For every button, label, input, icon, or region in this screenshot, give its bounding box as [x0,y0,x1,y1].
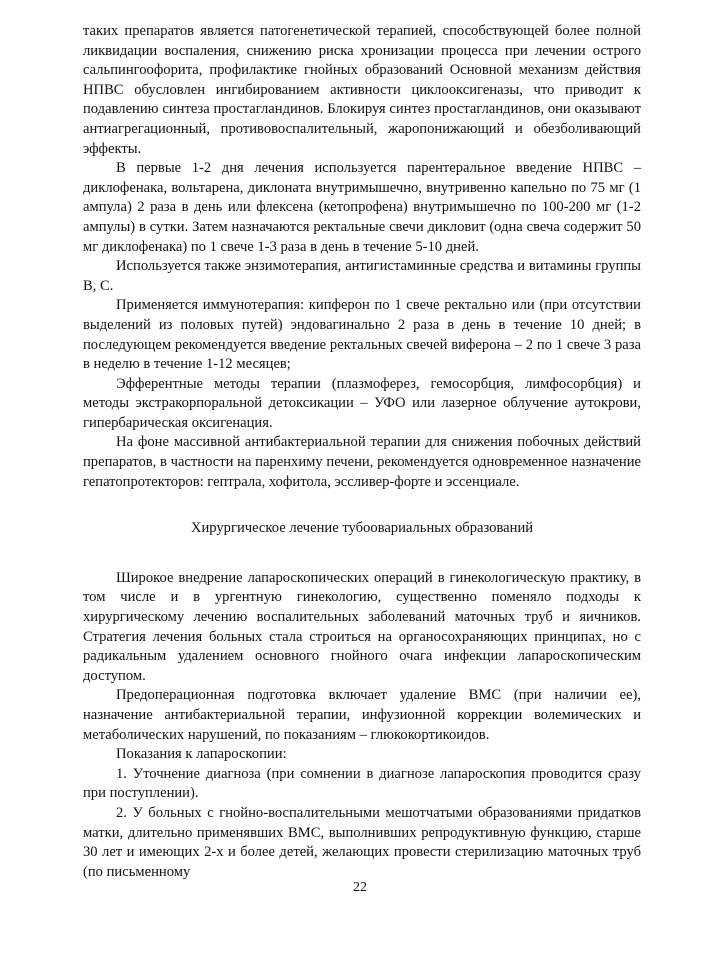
paragraph: Показания к лапароскопии: [116,746,287,763]
paragraph: Применяется иммунотерапия: кипферон по 1 свече ректально или (при отсутствии выделений из половых путей) эндовагинально 2 раза в день в течение 10 дней; в последующем рекомендуется введение ректальных свечей виферона – 2 по 1 свече 3 раза в неделю в течение 1-12 месяцев; [83,297,641,373]
paragraphs-after [83,569,641,883]
paragraph: На фоне массивной антибактериальной терапии для снижения побочных действий препаратов, в частности на паренхиму печени, рекомендуется одновременное назначение гепатопротекторов: гептрала, хофитола, эссливер-форте и эссенциале. [83,434,641,490]
paragraph: В первые 1-2 дня лечения используется парентеральное введение НПВС – диклофенака, вольтарена, диклоната внутримышечно, внутривенно капельно по 75 мг (1 ампула) 2 раза в день или флексена (кетопрофена) внутримышечно по 100-200 мг (1-2 ампулы) в сутки. Затем назначаются ректальные свечи дикловит (одна свеча содержит 50 мг диклофенака) по 1 свече 1-3 раза в день в течение 5-10 дней. [83,160,641,255]
paragraph: Используется также энзимотерапия, антигистаминные средства и витамины группы В, С. [83,258,641,294]
paragraph: Широкое внедрение лапароскопических операций в гинекологическую практику, в том числе и в ургентную гинекологию, существенно поменяло подходы к хирургическому лечению воспалительных заболеваний маточных труб и яичников. Стратегия лечения больных стала строиться на органосохраняющих принципах, но с радикальным удалением основного гнойного очага инфекции лапароскопическим доступом. [83,569,641,684]
paragraph: Эфферентные методы терапии (плазмоферез, гемосорбция, лимфосорбция) и методы экстракорпоральной детоксикации – УФО или лазерное облучение аутокрови, гипербарическая оксигенация. [83,375,641,431]
paragraph: Предоперационная подготовка включает удаление ВМС (при наличии ее), назначение антибактериальной терапии, инфузионной коррекции волемических и метаболических нарушений, по показаниям – глюкокортикоидов. [83,687,641,743]
page-number: 22 [353,880,367,895]
paragraphs-before [83,22,641,492]
paragraph: таких препаратов является патогенетической терапией, способствующей более полной ликвидации воспаления, снижению риска хронизации процесса при лечении острого сальпингоофорита, профилактике гнойных образований Основной механизм действия НПВС обусловлен ингибированием активности циклооксигеназы, что приводит к подавлению синтеза простагландинов. Блокируя синтез простагландинов, они оказывают антиагрегационный, противовоспалительный, жаропонижающий и обезболивающий эффекты. [83,23,641,157]
page-body [83,22,641,882]
section-title: Хирургическое лечение тубоовариальных образований [190,520,534,537]
paragraph: 1. Уточнение диагноза (при сомнении в диагнозе лапароскопия проводится сразу при поступлении). [83,765,641,802]
paragraph: 2. У больных с гнойно-воспалительными мешотчатыми образованиями придатков матки, длительно применявших ВМС, выполнивших репродуктивную функцию, старше 30 лет и имеющих 2-х и более детей, желающих провести стерилизацию маточных труб (по письменному [83,804,641,880]
